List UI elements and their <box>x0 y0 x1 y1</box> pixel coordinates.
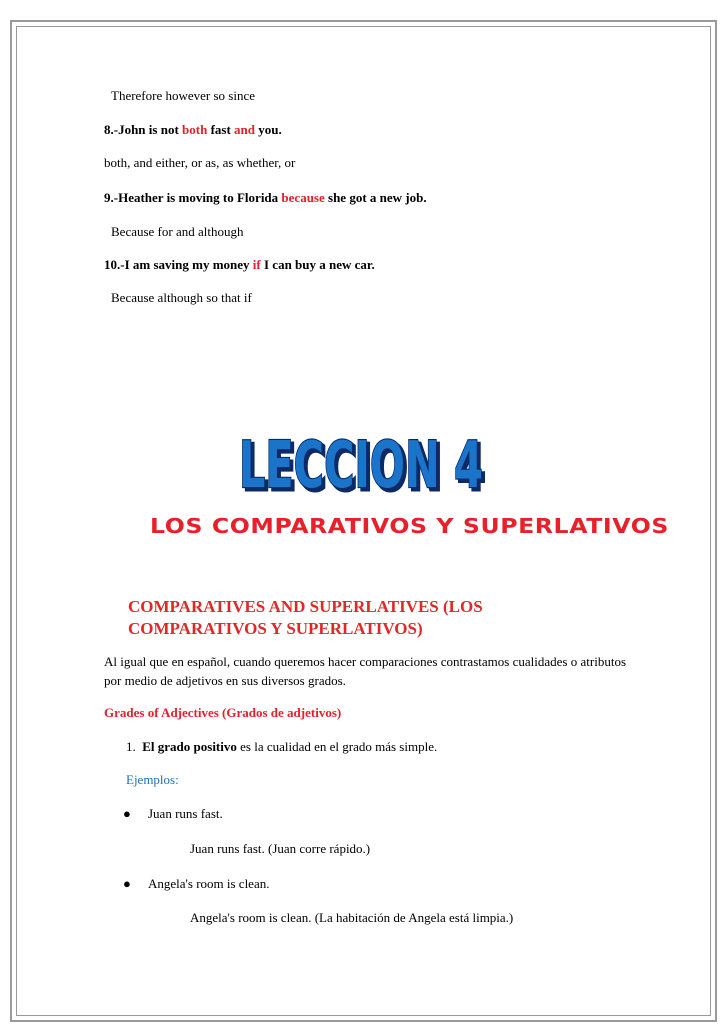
section-heading-line-2: COMPARATIVOS Y SUPERLATIVOS) <box>128 619 423 638</box>
examples-label: Ejemplos: <box>126 772 179 787</box>
q9-answer: because <box>281 190 325 205</box>
example-2-translation: Angela's room is clean. (La habitación de Angela está limpia.) <box>190 910 514 925</box>
question-9 <box>104 190 427 206</box>
grades-heading: Grades of Adjectives (Grados de adjetivos) <box>104 705 342 720</box>
example-1-translation: Juan runs fast. (Juan corre rápido.) <box>190 841 371 856</box>
q7-options: Therefore however so since <box>111 88 256 103</box>
lesson-title-shadow: LECCION 4 <box>242 432 486 495</box>
q9-suffix: she got a new job. <box>324 190 427 205</box>
q10-answer: if <box>252 257 261 272</box>
list-item-1 <box>126 739 437 755</box>
bullet-icon: ● <box>123 876 131 891</box>
intro-paragraph: Al igual que en español, cuando queremos hacer comparaciones contrastamos cualidades o atributos por medio de adjetivos en sus diversos grados. <box>104 654 626 688</box>
question-10 <box>104 257 375 273</box>
q10-prefix: 10.-I am saving my money <box>104 257 253 272</box>
q8-suffix: you. <box>255 122 282 137</box>
q8-prefix: 8.-John is not <box>104 122 183 137</box>
list-item-bold: El grado positivo <box>142 739 237 754</box>
lesson-title-text: LECCION 4 <box>239 429 483 495</box>
example-2-text: Angela's room is clean. <box>148 876 270 891</box>
q10-options: Because although so that if <box>111 290 252 305</box>
bullet-icon: ● <box>123 806 131 821</box>
q10-suffix: I can buy a new car. <box>260 257 375 272</box>
list-item-text: es la cualidad en el grado más simple. <box>236 739 438 754</box>
q8-answer-2: and <box>234 122 256 137</box>
question-8 <box>104 122 282 138</box>
q8-mid: fast <box>207 122 235 137</box>
lesson-title <box>236 421 486 495</box>
q9-prefix: 9.-Heather is moving to Florida <box>104 190 282 205</box>
lesson-subtitle: LOS COMPARATIVOS Y SUPERLATIVOS <box>150 514 669 538</box>
q9-options: Because for and although <box>111 224 244 239</box>
example-1-text: Juan runs fast. <box>148 806 223 821</box>
q8-options: both, and either, or as, as whether, or <box>104 155 296 170</box>
list-item-number: 1. <box>126 739 136 754</box>
q8-answer-1: both <box>182 122 208 137</box>
section-heading-line-1: COMPARATIVES AND SUPERLATIVES (LOS <box>128 597 483 616</box>
